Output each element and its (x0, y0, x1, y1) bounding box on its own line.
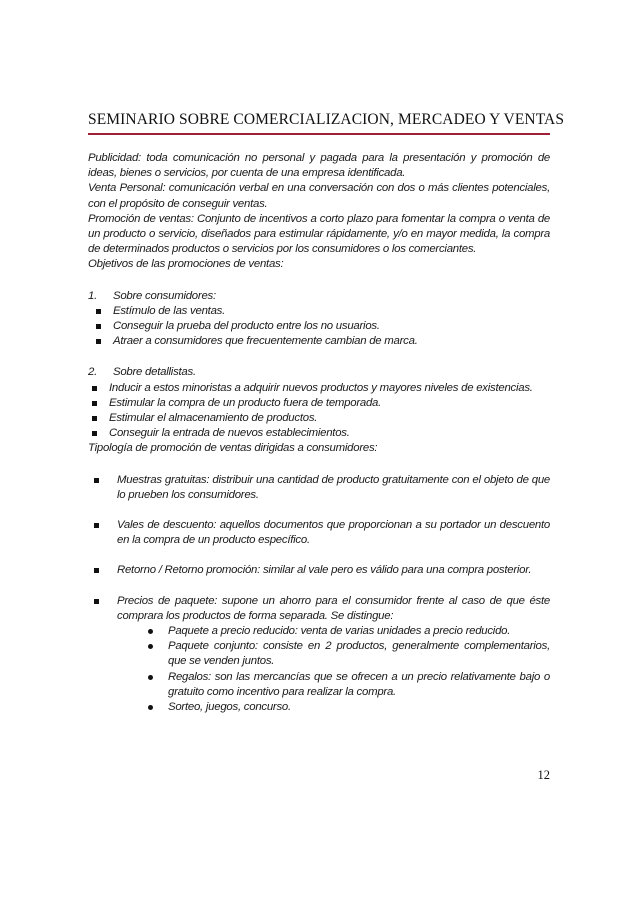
paragraph-promocion-ventas: Promoción de ventas: Conjunto de incentivos a corto plazo para fomentar la compra o venta de un producto o servicio, diseñados para estimular rápidamente, y/o en mayor medida, la compra de determinados productos o servicios por los consumidores o los comerciantes. (88, 212, 550, 256)
list-item-text: Conseguir la entrada de nuevos establecimientos. (109, 427, 350, 440)
list-item-text: Inducir a estos minoristas a adquirir nuevos productos y mayores niveles de existencias. (109, 381, 533, 394)
list-item-text: Muestras gratuitas: distribuir una cantidad de producto gratuitamente con el objeto de que lo prueben los consumidores. (117, 473, 550, 501)
list-item-text: Vales de descuento: aquellos documentos que proporcionan a su portador un descuento en la compra de un producto específico. (117, 519, 550, 547)
square-bullet-icon (92, 416, 97, 421)
list-item (88, 411, 550, 426)
square-bullet-icon (94, 478, 99, 483)
sub-list-item-text: Regalos: son las mercancías que se ofrecen a un precio relativamente bajo o gratuito como incentivo para realizar la compra. (168, 670, 550, 698)
list-item (88, 426, 550, 441)
document-body (88, 151, 550, 715)
list-item-text: Retorno / Retorno promoción: similar al vale pero es válido para una compra posterior. (117, 564, 532, 577)
list-item (88, 319, 550, 334)
objetivos-heading: Objetivos de las promociones de ventas: (88, 258, 284, 271)
sub-list-item-text: Sorteo, juegos, concurso. (168, 701, 291, 714)
round-bullet-icon (148, 705, 153, 710)
numbered-item-detallistas (88, 365, 550, 380)
sub-list-item-text: Paquete conjunto: consiste en 2 productos, generalmente complementarios, que se venden juntos. (168, 640, 550, 668)
item-label: Sobre detallistas. (113, 366, 196, 379)
square-bullet-icon (94, 568, 99, 573)
paragraph-venta-personal: Venta Personal: comunicación verbal en una conversación con dos o más clientes potenciales, con el propósito de conseguir ventas. (88, 182, 550, 210)
square-bullet-icon (92, 401, 97, 406)
item-label: Sobre consumidores: (113, 289, 216, 302)
paragraph-publicidad: Publicidad: toda comunicación no personal y pagada para la presentación y promoción de ideas, bienes o servicios, por cuenta de una empresa identificada. (88, 152, 550, 180)
square-bullet-icon (94, 523, 99, 528)
list-item (88, 304, 550, 319)
list-item (88, 381, 550, 396)
list-item (88, 396, 550, 411)
list-item (88, 563, 550, 578)
round-bullet-icon (148, 644, 153, 649)
item-number: 1. (88, 289, 97, 302)
list-item-text: Precios de paquete: supone un ahorro para el consumidor frente al caso de que éste comprara los productos de forma separada. Se distingue: (117, 594, 550, 622)
list-item (88, 473, 550, 503)
list-item (88, 594, 550, 624)
square-bullet-icon (96, 324, 101, 329)
round-bullet-icon (148, 675, 153, 680)
sub-list-item-text: Paquete a precio reducido: venta de varias unidades a precio reducido. (168, 625, 511, 638)
sub-list-item (88, 624, 550, 639)
tipologia-heading: Tipología de promoción de ventas dirigidas a consumidores: (88, 442, 378, 455)
list-item-text: Estímulo de las ventas. (113, 304, 226, 317)
item-number: 2. (88, 366, 97, 379)
square-bullet-icon (92, 386, 97, 391)
list-item-text: Estimular el almacenamiento de productos. (109, 412, 318, 425)
square-bullet-icon (96, 339, 101, 344)
square-bullet-icon (96, 309, 101, 314)
list-item (88, 334, 550, 349)
list-item (88, 518, 550, 548)
sub-list-item (88, 670, 550, 700)
square-bullet-icon (94, 599, 99, 604)
sub-list-item (88, 639, 550, 669)
page-number: 12 (537, 768, 550, 782)
list-item-text: Atraer a consumidores que frecuentemente cambian de marca. (113, 335, 418, 348)
sub-list-item (88, 700, 550, 715)
page-header-title: SEMINARIO SOBRE COMERCIALIZACION, MERCADEO Y VENTAS (88, 111, 565, 128)
list-item-text: Estimular la compra de un producto fuera de temporada. (109, 396, 382, 409)
list-item-text: Conseguir la prueba del producto entre los no usuarios. (113, 320, 380, 333)
header-rule (88, 133, 550, 135)
round-bullet-icon (148, 629, 153, 634)
numbered-item-consumidores (88, 289, 550, 304)
square-bullet-icon (92, 431, 97, 436)
